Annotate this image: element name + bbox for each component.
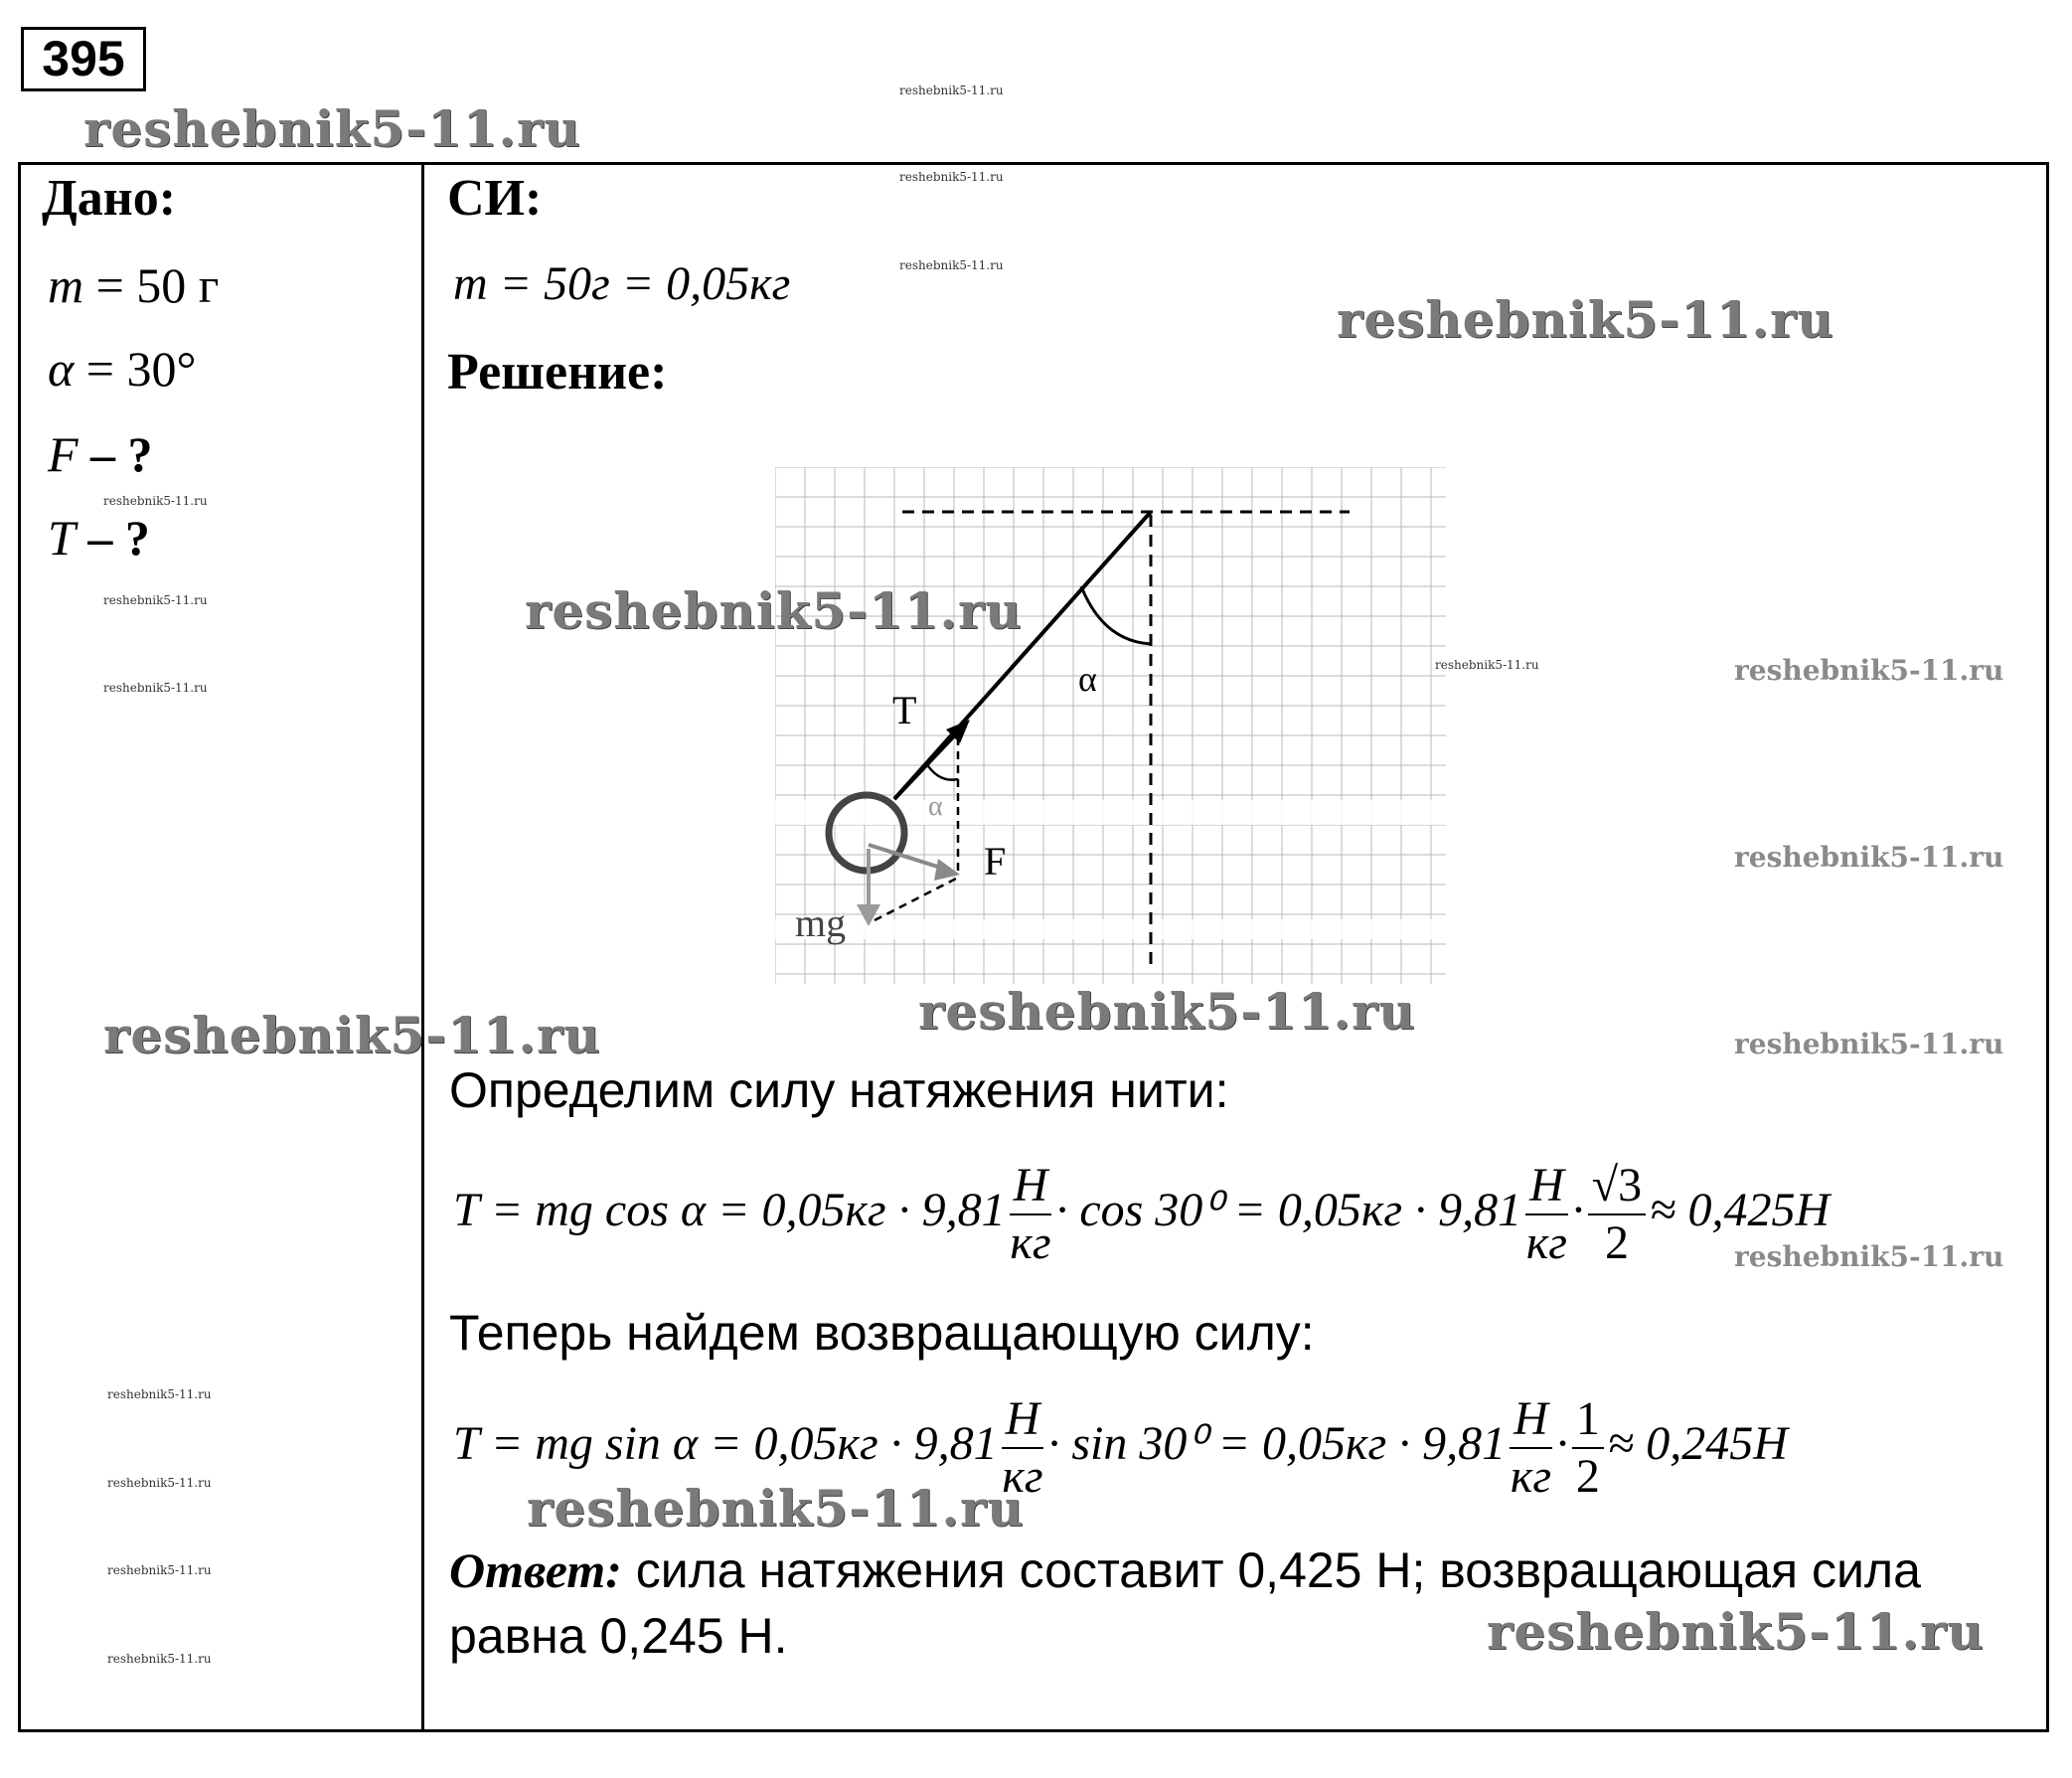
f1-unit-den: кг: [1010, 1216, 1051, 1269]
angle-value: = 30°: [85, 341, 197, 397]
watermark: reshebnik5-11.ru: [527, 1479, 1025, 1537]
f1-frac-num: √3: [1588, 1158, 1646, 1215]
watermark: reshebnik5-11.ru: [103, 593, 208, 607]
f2-unit-num: Н: [1002, 1391, 1044, 1449]
watermark: reshebnik5-11.ru: [899, 170, 1004, 184]
problem-number: 395: [21, 27, 146, 91]
f2-unit2-frac: [1510, 1391, 1552, 1505]
f2-unit2-den: кг: [1510, 1450, 1552, 1503]
solution-header: Решение:: [447, 344, 668, 401]
formula-tension: [453, 1158, 1830, 1271]
f1-unit2-den: кг: [1525, 1216, 1568, 1269]
angle-symbol: α: [48, 341, 75, 397]
f2-lhs: T = mg sin α = 0,05кг · 9,81: [453, 1417, 998, 1471]
watermark: reshebnik5-11.ru: [107, 1652, 212, 1666]
f2-mid: · sin 30⁰ = 0,05кг · 9,81: [1047, 1417, 1507, 1471]
angle-arc-top: [1081, 586, 1151, 644]
watermark: reshebnik5-11.ru: [83, 99, 581, 158]
si-conversion: m = 50г = 0,05кг: [453, 257, 791, 310]
f1-dot: ·: [1571, 1184, 1584, 1237]
answer-line-1: [449, 1537, 2029, 1603]
given-unknown-f: [48, 425, 153, 483]
watermark: reshebnik5-11.ru: [103, 1006, 601, 1064]
f1-unit2-frac: [1525, 1158, 1568, 1271]
watermark: reshebnik5-11.ru: [103, 681, 208, 695]
gravity-label: mg: [795, 900, 847, 945]
f2-value-frac: [1572, 1391, 1604, 1505]
watermark: reshebnik5-11.ru: [107, 1476, 212, 1490]
given-angle: [48, 340, 196, 398]
f1-unit2-num: Н: [1525, 1158, 1568, 1215]
f-question: – ?: [90, 426, 153, 482]
f1-value-frac: [1588, 1158, 1646, 1271]
watermark: reshebnik5-11.ru: [1734, 1240, 2004, 1273]
si-header: СИ:: [447, 170, 543, 227]
f1-mid: · cos 30⁰ = 0,05кг · 9,81: [1055, 1184, 1522, 1237]
given-unknown-t: [48, 509, 150, 566]
pendulum-diagram: [775, 467, 1446, 984]
f2-unit-den: кг: [1002, 1450, 1043, 1503]
alpha-top-label: α: [1078, 659, 1097, 699]
t-symbol: T: [48, 510, 76, 566]
f2-result: ≈ 0,245Н: [1607, 1417, 1788, 1471]
f1-unit-frac: [1010, 1158, 1052, 1271]
f1-unit-num: Н: [1010, 1158, 1052, 1215]
alpha-small-label: α: [928, 791, 943, 822]
f1-frac-den: 2: [1604, 1216, 1629, 1269]
watermark: reshebnik5-11.ru: [1734, 654, 2004, 687]
t-question: – ?: [87, 510, 150, 566]
answer-label: Ответ:: [449, 1542, 622, 1598]
watermark: reshebnik5-11.ru: [918, 982, 1416, 1041]
given-header: Дано:: [42, 170, 177, 227]
answer-text-2: равна 0,245 Н.: [449, 1608, 788, 1664]
watermark: reshebnik5-11.ru: [103, 494, 208, 508]
column-divider: [421, 162, 424, 1732]
grid-fade-band: [775, 800, 1446, 825]
force-f-arrowhead: [934, 859, 960, 881]
answer-text-1: сила натяжения составит 0,425 Н; возвращающая сила: [621, 1542, 1921, 1598]
watermark: reshebnik5-11.ru: [899, 83, 1004, 97]
watermark: reshebnik5-11.ru: [1734, 841, 2004, 874]
f1-lhs: T = mg cos α = 0,05кг · 9,81: [453, 1184, 1006, 1237]
watermark: reshebnik5-11.ru: [1337, 290, 1834, 349]
watermark: reshebnik5-11.ru: [107, 1563, 212, 1577]
step2-text: Теперь найдем возвращающую силу:: [449, 1305, 1315, 1361]
mass-symbol: m: [48, 257, 84, 313]
watermark: reshebnik5-11.ru: [107, 1387, 212, 1401]
tension-label: T: [892, 688, 917, 732]
watermark: reshebnik5-11.ru: [1487, 1602, 1985, 1661]
f2-frac-den: 2: [1575, 1450, 1600, 1503]
step1-text: Определим силу натяжения нити:: [449, 1062, 1229, 1118]
watermark: reshebnik5-11.ru: [525, 581, 1023, 640]
watermark: reshebnik5-11.ru: [899, 258, 1004, 272]
watermark: reshebnik5-11.ru: [1435, 658, 1539, 672]
f-symbol: F: [48, 426, 79, 482]
given-mass: [48, 256, 219, 314]
f2-unit2-num: Н: [1510, 1391, 1552, 1449]
f2-dot: ·: [1555, 1417, 1568, 1471]
f2-frac-num: 1: [1572, 1391, 1604, 1449]
watermark: reshebnik5-11.ru: [1734, 1028, 2004, 1060]
f1-result: ≈ 0,425Н: [1650, 1184, 1831, 1237]
force-f-label: F: [984, 839, 1007, 884]
grid-fade-band-2: [775, 919, 1446, 939]
mass-value: = 50 г: [95, 257, 220, 313]
component-dash-diag: [875, 877, 960, 920]
